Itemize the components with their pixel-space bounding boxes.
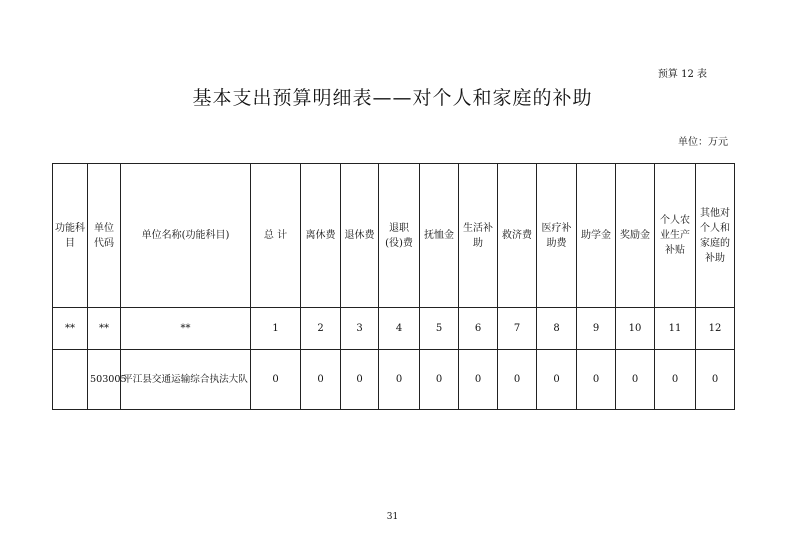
value-cell: 0 xyxy=(341,350,379,410)
header-row xyxy=(53,164,735,308)
code-cell: 5 xyxy=(420,308,459,350)
header-cell: 退休费 xyxy=(341,164,379,308)
code-cell: 2 xyxy=(301,308,341,350)
func-subject-cell xyxy=(53,350,88,410)
code-cell: ** xyxy=(121,308,251,350)
code-cell: 1 xyxy=(251,308,301,350)
unit-code-cell: 503005 xyxy=(88,350,121,410)
value-cell: 0 xyxy=(459,350,498,410)
header-cell: 功能科目 xyxy=(53,164,88,308)
value-cell: 0 xyxy=(616,350,655,410)
code-cell: 12 xyxy=(696,308,735,350)
header-cell: 生活补助 xyxy=(459,164,498,308)
unit-name-cell: 平江县交通运输综合执法大队 xyxy=(121,350,251,410)
header-cell: 单位代码 xyxy=(88,164,121,308)
budget-table xyxy=(52,163,735,410)
value-cell: 0 xyxy=(655,350,696,410)
value-cell: 0 xyxy=(498,350,537,410)
header-cell: 退职(役)费 xyxy=(379,164,420,308)
header-cell: 其他对个人和家庭的补助 xyxy=(696,164,735,308)
header-cell: 总 计 xyxy=(251,164,301,308)
code-cell: 8 xyxy=(537,308,577,350)
value-cell: 0 xyxy=(696,350,735,410)
code-cell: ** xyxy=(53,308,88,350)
table-row xyxy=(53,350,735,410)
page-number: 31 xyxy=(386,512,399,522)
form-number: 预算 12 表 xyxy=(657,69,707,80)
header-cell: 抚恤金 xyxy=(420,164,459,308)
code-cell: 9 xyxy=(577,308,616,350)
value-cell: 0 xyxy=(537,350,577,410)
value-cell: 0 xyxy=(420,350,459,410)
header-cell: 个人农业生产补贴 xyxy=(655,164,696,308)
value-cell: 0 xyxy=(379,350,420,410)
page-title: 基本支出预算明细表——对个人和家庭的补助 xyxy=(192,87,593,109)
value-cell: 0 xyxy=(577,350,616,410)
header-cell: 离休费 xyxy=(301,164,341,308)
code-row xyxy=(53,308,735,350)
header-cell: 救济费 xyxy=(498,164,537,308)
code-cell: 10 xyxy=(616,308,655,350)
unit-label: 单位：万元 xyxy=(678,137,728,148)
code-cell: 3 xyxy=(341,308,379,350)
code-cell: 6 xyxy=(459,308,498,350)
code-cell: ** xyxy=(88,308,121,350)
value-cell: 0 xyxy=(301,350,341,410)
header-cell: 助学金 xyxy=(577,164,616,308)
header-cell: 单位名称(功能科目) xyxy=(121,164,251,308)
header-cell: 医疗补助费 xyxy=(537,164,577,308)
header-cell: 奖励金 xyxy=(616,164,655,308)
code-cell: 7 xyxy=(498,308,537,350)
code-cell: 11 xyxy=(655,308,696,350)
code-cell: 4 xyxy=(379,308,420,350)
value-cell: 0 xyxy=(251,350,301,410)
